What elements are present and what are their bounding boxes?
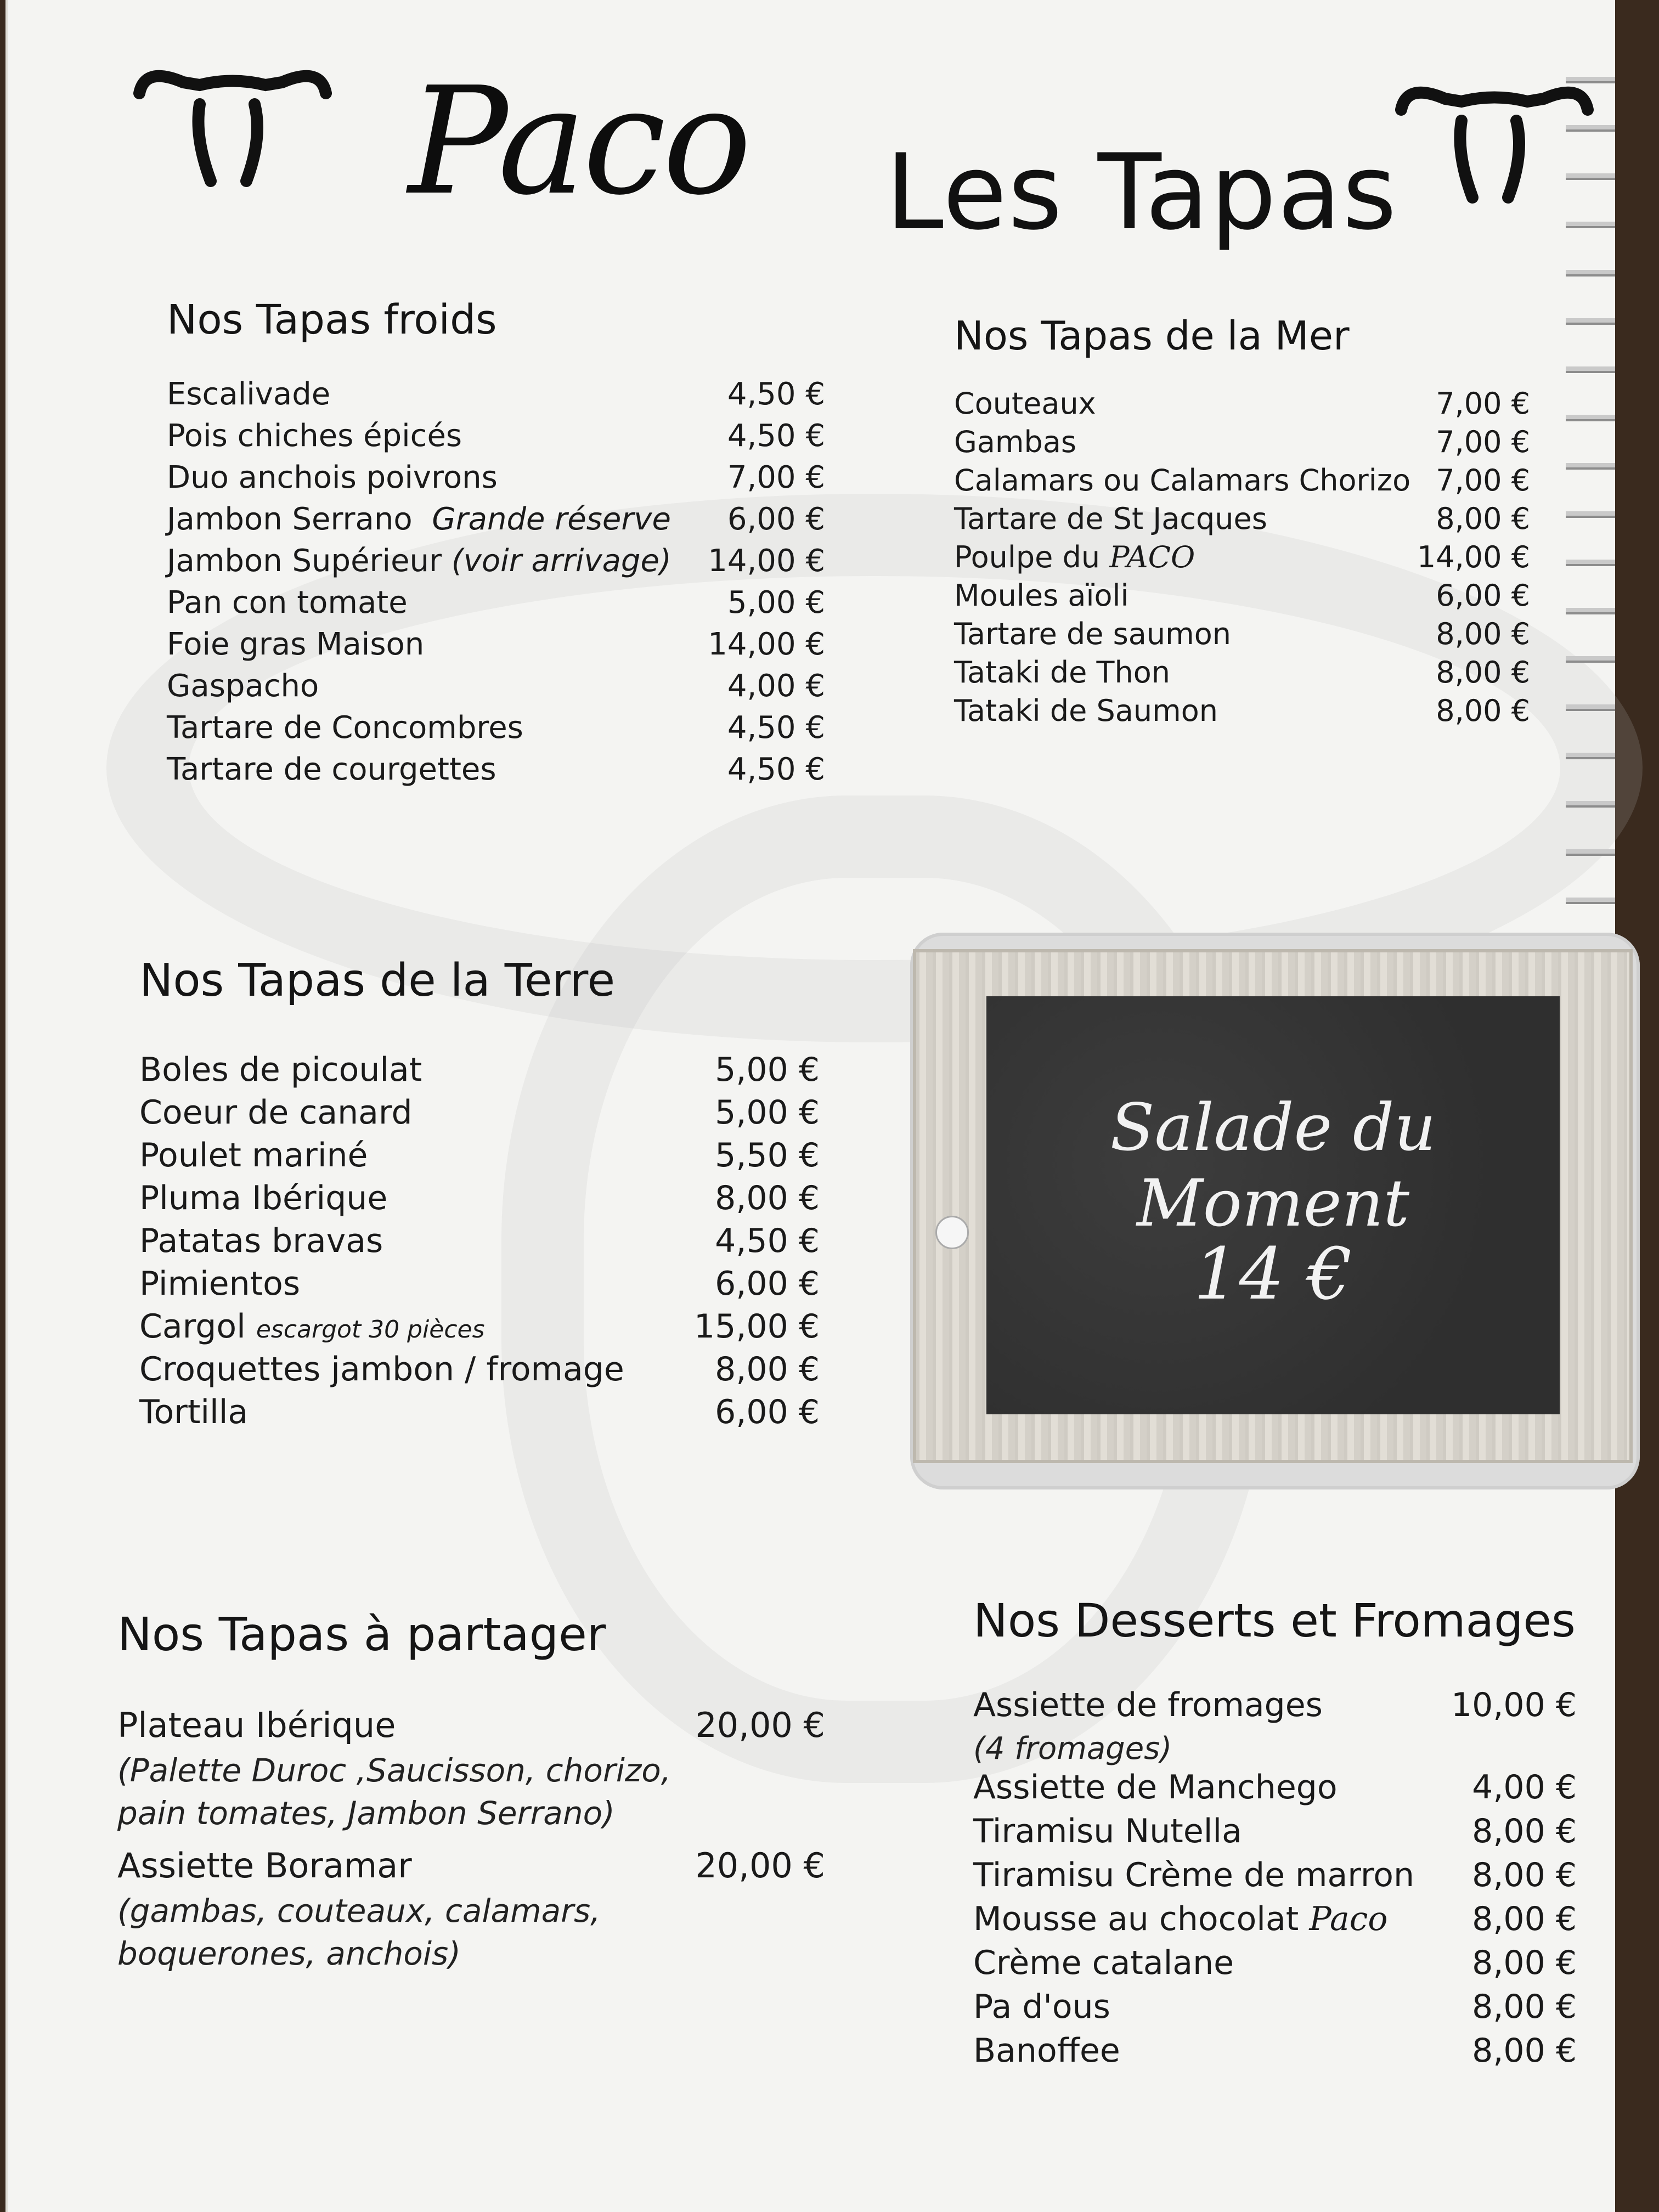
menu-item xyxy=(973,1812,1577,1856)
item-price: 5,00 € xyxy=(727,585,825,620)
item-price: 4,00 € xyxy=(1472,1768,1577,1807)
section-tapas-partager xyxy=(117,1607,825,1975)
item-name: Gambas xyxy=(954,425,1077,459)
menu-item xyxy=(973,1856,1577,1900)
item-price: 8,00 € xyxy=(1472,1900,1577,1938)
item-name: Calamars ou Calamars Chorizo xyxy=(954,463,1411,498)
item-name: Tartare de Concombres xyxy=(167,710,523,746)
menu-item xyxy=(973,1686,1577,1730)
menu-item xyxy=(954,501,1530,540)
menu-header xyxy=(8,22,1615,253)
menu-page xyxy=(5,0,1615,2212)
bull-horns-logo-left xyxy=(128,44,337,208)
menu-item xyxy=(117,1846,825,1889)
item-price: 14,00 € xyxy=(1417,540,1530,574)
item-details: (4 fromages) xyxy=(973,1731,1172,1767)
brand-subtitle: Les Tapas xyxy=(885,132,1398,253)
menu-item xyxy=(117,1705,825,1749)
special-price: 14 € xyxy=(1193,1232,1353,1316)
item-name: Assiette Boramar xyxy=(117,1846,412,1886)
item-name-group xyxy=(973,1900,1388,1938)
menu-item xyxy=(139,1136,820,1179)
menu-item xyxy=(954,578,1530,617)
menu-item xyxy=(954,425,1530,463)
menu-item xyxy=(167,418,825,460)
menu-item xyxy=(954,617,1530,655)
menu-item xyxy=(167,585,825,627)
special-title: Salade du Moment xyxy=(1110,1090,1436,1241)
item-name: Assiette de Manchego xyxy=(973,1768,1338,1807)
item-name: Boles de picoulat xyxy=(139,1051,422,1089)
item-price: 20,00 € xyxy=(695,1846,825,1886)
item-name: Tiramisu Crème de marron xyxy=(973,1856,1414,1894)
menu-item xyxy=(139,1307,820,1350)
item-name: Poulet mariné xyxy=(139,1136,368,1175)
item-name: Duo anchois poivrons xyxy=(167,460,498,495)
item-details: boquerones, anchois) xyxy=(117,1935,461,1972)
chalkboard-slate xyxy=(986,996,1560,1414)
item-details: (gambas, couteaux, calamars, xyxy=(117,1892,601,1929)
item-price: 4,00 € xyxy=(727,668,825,704)
item-details: pain tomates, Jambon Serrano) xyxy=(117,1795,615,1832)
menu-item xyxy=(954,693,1530,732)
item-name: Jambon Supérieur xyxy=(167,543,442,579)
item-name-group xyxy=(139,1307,485,1346)
item-name: Pois chiches épicés xyxy=(167,418,462,454)
item-name: Jambon Serrano xyxy=(167,501,413,537)
item-price: 14,00 € xyxy=(708,543,825,579)
section-tapas-froids xyxy=(167,296,825,793)
item-price: 5,50 € xyxy=(715,1136,820,1175)
menu-item xyxy=(973,1768,1577,1812)
item-price: 10,00 € xyxy=(1451,1686,1577,1724)
menu-item xyxy=(139,1350,820,1393)
item-name: Pan con tomate xyxy=(167,585,408,620)
item-price: 20,00 € xyxy=(695,1705,825,1745)
item-price: 6,00 € xyxy=(1436,578,1530,613)
item-price: 7,00 € xyxy=(1436,386,1530,421)
menu-item xyxy=(973,1988,1577,2032)
item-name: Pa d'ous xyxy=(973,1988,1110,2026)
item-name: Tataki de Saumon xyxy=(954,693,1218,728)
item-price: 15,00 € xyxy=(693,1307,820,1346)
item-note: escargot 30 pièces xyxy=(256,1316,485,1344)
item-note-handwritten: PACO xyxy=(1109,540,1195,574)
item-details: (Palette Duroc ,Saucisson, chorizo, xyxy=(117,1752,672,1789)
menu-item xyxy=(167,752,825,793)
menu-item xyxy=(139,1222,820,1265)
section-tapas-mer xyxy=(954,313,1530,732)
item-price: 8,00 € xyxy=(1472,2032,1577,2070)
item-price: 8,00 € xyxy=(1436,693,1530,728)
item-name: Banoffee xyxy=(973,2032,1120,2070)
item-name: Cargol xyxy=(139,1307,246,1346)
frame-hole xyxy=(935,1216,969,1249)
item-name: Tataki de Thon xyxy=(954,655,1170,690)
bull-horns-logo-right xyxy=(1390,60,1599,225)
item-name: Mousse au chocolat xyxy=(973,1900,1299,1938)
item-name: Plateau Ibérique xyxy=(117,1705,396,1745)
item-name-group xyxy=(954,540,1195,574)
item-name: Pluma Ibérique xyxy=(139,1179,388,1217)
menu-item xyxy=(973,2032,1577,2075)
item-name: Patatas bravas xyxy=(139,1222,383,1260)
item-name: Assiette de fromages xyxy=(973,1686,1323,1724)
menu-item xyxy=(167,627,825,668)
item-price: 8,00 € xyxy=(715,1179,820,1217)
menu-item xyxy=(139,1051,820,1093)
item-price: 14,00 € xyxy=(708,627,825,662)
item-name: Couteaux xyxy=(954,386,1096,421)
section-title: Nos Tapas de la Terre xyxy=(139,955,616,1007)
item-price: 7,00 € xyxy=(1436,425,1530,459)
section-title: Nos Tapas à partager xyxy=(117,1607,606,1661)
item-name: Moules aïoli xyxy=(954,578,1129,613)
item-name: Poulpe du xyxy=(954,540,1101,574)
menu-item xyxy=(139,1093,820,1136)
item-price: 5,00 € xyxy=(715,1093,820,1132)
menu-item xyxy=(954,540,1530,578)
menu-item xyxy=(167,710,825,752)
item-name-group xyxy=(167,501,671,537)
menu-item xyxy=(139,1265,820,1307)
item-name: Pimientos xyxy=(139,1265,301,1303)
menu-item xyxy=(973,1944,1577,1988)
item-name: Crème catalane xyxy=(973,1944,1234,1982)
item-note: (voir arrivage) xyxy=(451,543,672,579)
item-price: 8,00 € xyxy=(1436,501,1530,536)
item-name: Gaspacho xyxy=(167,668,319,704)
menu-item xyxy=(139,1393,820,1436)
item-name: Foie gras Maison xyxy=(167,627,425,662)
menu-item xyxy=(167,501,825,543)
item-name: Tartare de saumon xyxy=(954,617,1231,651)
item-name: Tartare de St Jacques xyxy=(954,501,1267,536)
menu-item xyxy=(167,543,825,585)
menu-item xyxy=(167,376,825,418)
item-price: 8,00 € xyxy=(1472,1856,1577,1894)
item-name: Coeur de canard xyxy=(139,1093,413,1132)
item-price: 6,00 € xyxy=(727,501,825,537)
item-name: Tortilla xyxy=(139,1393,249,1431)
section-title: Nos Desserts et Fromages xyxy=(973,1594,1576,1647)
item-price: 8,00 € xyxy=(1472,1988,1577,2026)
item-name-group xyxy=(167,543,672,579)
menu-item xyxy=(139,1179,820,1222)
item-price: 8,00 € xyxy=(1472,1812,1577,1850)
item-price: 6,00 € xyxy=(715,1265,820,1303)
menu-item xyxy=(167,460,825,501)
section-title: Nos Tapas de la Mer xyxy=(954,313,1350,359)
item-price: 7,00 € xyxy=(1436,463,1530,498)
section-tapas-terre xyxy=(139,955,820,1436)
brand-name: Paco xyxy=(408,55,749,228)
item-name: Escalivade xyxy=(167,376,331,412)
item-price: 4,50 € xyxy=(727,710,825,746)
item-price: 4,50 € xyxy=(727,752,825,787)
chalkboard-frame xyxy=(913,949,1633,1463)
item-price: 8,00 € xyxy=(1472,1944,1577,1982)
section-desserts-fromages xyxy=(973,1594,1577,2075)
menu-item xyxy=(973,1900,1577,1944)
item-price: 4,50 € xyxy=(727,376,825,412)
item-price: 7,00 € xyxy=(727,460,825,495)
item-name: Tiramisu Nutella xyxy=(973,1812,1242,1850)
item-price: 8,00 € xyxy=(1436,655,1530,690)
menu-item xyxy=(954,386,1530,425)
item-name: Tartare de courgettes xyxy=(167,752,496,787)
section-title: Nos Tapas froids xyxy=(167,296,497,343)
menu-item xyxy=(167,668,825,710)
item-note: Grande réserve xyxy=(432,501,671,537)
item-price: 4,50 € xyxy=(727,418,825,454)
item-note-handwritten: Paco xyxy=(1309,1900,1388,1938)
item-price: 8,00 € xyxy=(1436,617,1530,651)
item-price: 5,00 € xyxy=(715,1051,820,1089)
item-name: Croquettes jambon / fromage xyxy=(139,1350,624,1389)
menu-item xyxy=(954,655,1530,693)
special-chalkboard xyxy=(910,933,1640,1489)
item-price: 8,00 € xyxy=(715,1350,820,1389)
item-price: 6,00 € xyxy=(715,1393,820,1431)
item-price: 4,50 € xyxy=(715,1222,820,1260)
menu-item xyxy=(954,463,1530,501)
